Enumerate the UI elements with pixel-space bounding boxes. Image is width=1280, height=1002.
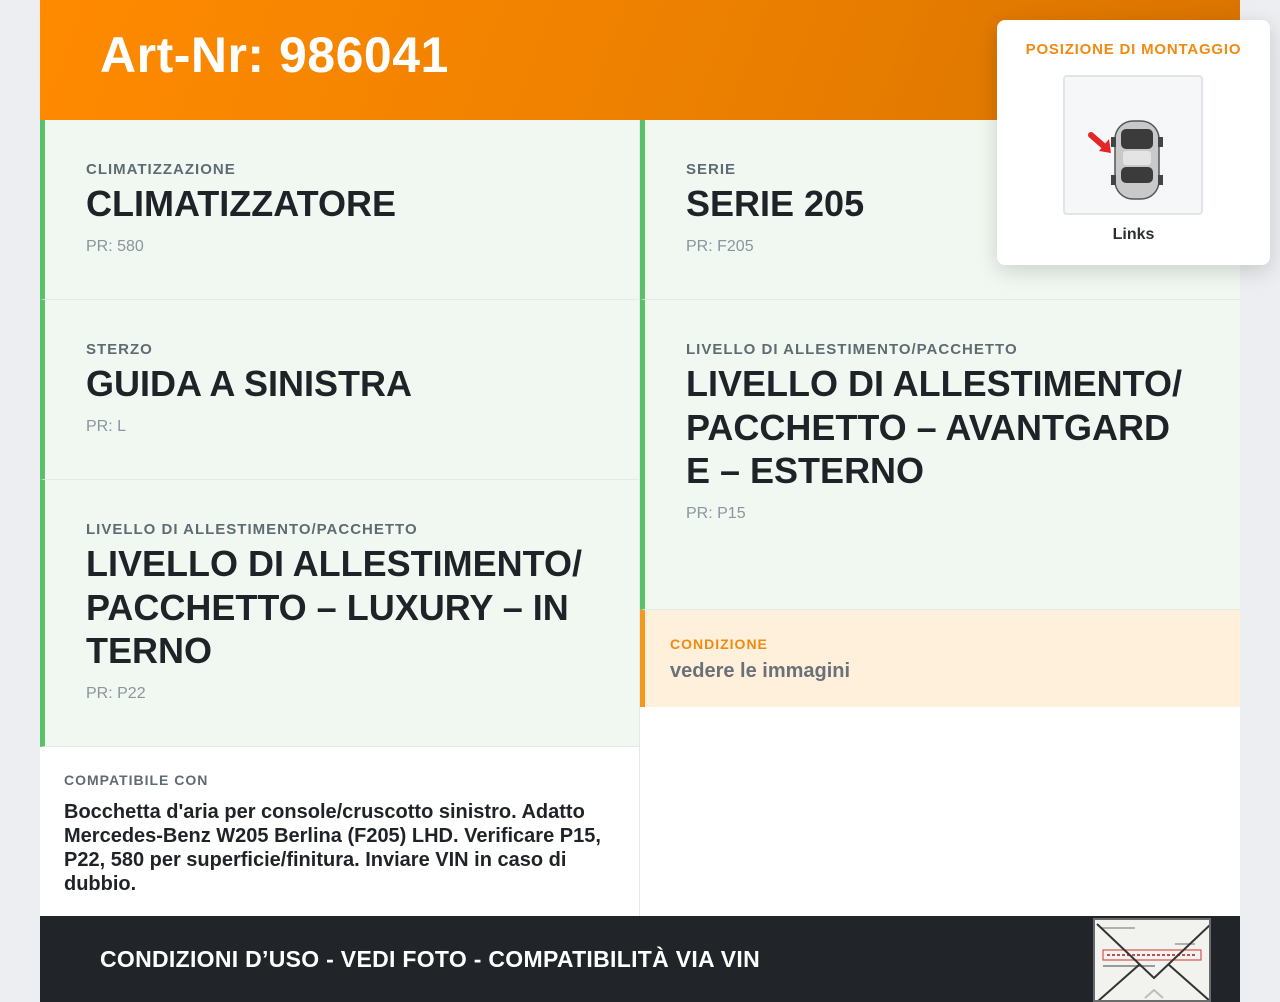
- car-top-view-icon: [1065, 77, 1201, 213]
- compatibility-section: [40, 746, 640, 916]
- document-envelope-icon: [1095, 920, 1211, 1002]
- spec-pr-code: PR: 580: [86, 237, 144, 255]
- spec-column-left: [40, 120, 640, 747]
- spec-value: SERIE 205: [686, 183, 865, 224]
- vehicle-document-thumbnail: [1093, 918, 1211, 1002]
- compatibility-label: COMPATIBILE CON: [64, 772, 209, 788]
- spec-category: CLIMATIZZAZIONE: [86, 161, 236, 178]
- spec-trim-interior: [40, 480, 640, 747]
- spec-pr-code: PR: P15: [686, 504, 746, 522]
- spec-category: STERZO: [86, 341, 153, 358]
- spec-trim-exterior: [640, 300, 1240, 610]
- mounting-position-title: POSIZIONE DI MONTAGGIO: [1025, 41, 1242, 58]
- footer-text: CONDIZIONI D’USO - VEDI FOTO - COMPATIBILITÀ VIA VIN: [100, 946, 761, 972]
- spec-climate: [40, 120, 640, 300]
- mounting-position-image: [1063, 75, 1203, 215]
- compatibility-text: Bocchetta d'aria per console/cruscotto sinistro. Adatto Mercedes-Benz W205 Berlina (F205) LHD. Verificare P15, P22, 580 per superficie/finitura. Inviare VIN in caso di dubbio.: [64, 801, 601, 895]
- spec-value: GUIDA A SINISTRA: [86, 363, 413, 404]
- footer-bar: [40, 916, 1240, 1002]
- condition-label: CONDIZIONE: [670, 636, 768, 652]
- condition-box: [640, 610, 1240, 707]
- article-number-title: Art-Nr: 986041: [100, 27, 449, 83]
- spec-value: CLIMATIZZATORE: [86, 183, 396, 224]
- spec-pr-code: PR: F205: [686, 237, 754, 255]
- spec-category: SERIE: [686, 161, 737, 178]
- mounting-side-label: Links: [1112, 226, 1155, 243]
- spec-steering: [40, 300, 640, 480]
- product-card: [40, 0, 1240, 1002]
- condition-text: vedere le immagini: [670, 660, 851, 682]
- spec-value: LIVELLO DI ALLESTIMENTO/PACCHETTO – AVANTGARDE – ESTERNO: [686, 363, 1183, 491]
- spec-category: LIVELLO DI ALLESTIMENTO/PACCHETTO: [86, 521, 418, 538]
- spec-pr-code: PR: P22: [86, 684, 146, 702]
- spec-pr-code: PR: L: [86, 417, 127, 435]
- mounting-position-card: [997, 20, 1270, 265]
- spec-category: LIVELLO DI ALLESTIMENTO/PACCHETTO: [686, 341, 1018, 358]
- spec-value: LIVELLO DI ALLESTIMENTO/PACCHETTO – LUXURY – INTERNO: [86, 543, 583, 671]
